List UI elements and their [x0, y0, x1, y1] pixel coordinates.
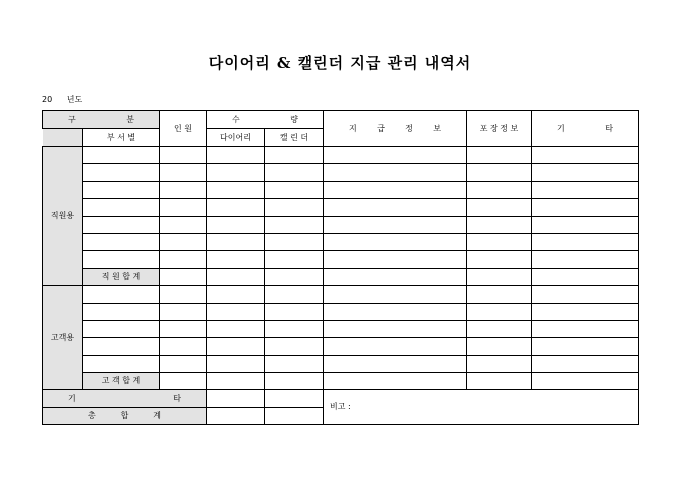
- other-cell[interactable]: [532, 199, 639, 216]
- diary-cell[interactable]: [207, 181, 265, 198]
- headcount-cell[interactable]: [160, 199, 207, 216]
- headcount-cell[interactable]: [160, 338, 207, 355]
- packaging-cell[interactable]: [467, 338, 532, 355]
- diary-cell[interactable]: [207, 286, 265, 303]
- distribution-table: [42, 110, 639, 425]
- grand-total-label: 총 합 계: [43, 407, 207, 424]
- diary-cell[interactable]: [207, 303, 265, 320]
- department-cell[interactable]: [83, 199, 160, 216]
- headcount-cell[interactable]: [160, 233, 207, 250]
- customer-subtotal-label: 고 객 합 계: [83, 373, 160, 390]
- headcount-cell[interactable]: [160, 181, 207, 198]
- footer-other-row: [43, 390, 639, 407]
- headcount-cell[interactable]: [160, 251, 207, 268]
- remarks-field[interactable]: 비고 :: [324, 390, 639, 425]
- calendar-cell[interactable]: [265, 286, 324, 303]
- payment-cell[interactable]: [324, 268, 467, 285]
- other-cell[interactable]: [532, 355, 639, 372]
- table-row: [43, 338, 639, 355]
- payment-cell[interactable]: [324, 233, 467, 250]
- employee-subtotal-label: 직 원 합 계: [83, 268, 160, 285]
- payment-cell[interactable]: [324, 164, 467, 181]
- other-cell[interactable]: [532, 164, 639, 181]
- calendar-cell[interactable]: [265, 407, 324, 424]
- department-cell[interactable]: [83, 320, 160, 337]
- year-line: [42, 94, 82, 105]
- other-cell[interactable]: [532, 251, 639, 268]
- other-cell[interactable]: [532, 216, 639, 233]
- payment-cell[interactable]: [324, 286, 467, 303]
- calendar-cell[interactable]: [265, 147, 324, 164]
- payment-cell[interactable]: [324, 147, 467, 164]
- packaging-cell[interactable]: [467, 147, 532, 164]
- header-department: 부 서 별: [83, 129, 160, 147]
- department-cell[interactable]: [83, 286, 160, 303]
- department-cell[interactable]: [83, 216, 160, 233]
- calendar-cell[interactable]: [265, 268, 324, 285]
- headcount-cell[interactable]: [160, 147, 207, 164]
- packaging-cell[interactable]: [467, 268, 532, 285]
- table-row: [43, 355, 639, 372]
- payment-cell[interactable]: [324, 251, 467, 268]
- department-cell[interactable]: [83, 251, 160, 268]
- department-cell[interactable]: [83, 303, 160, 320]
- packaging-cell[interactable]: [467, 164, 532, 181]
- headcount-cell[interactable]: [160, 286, 207, 303]
- table-row: [43, 199, 639, 216]
- other-cell[interactable]: [532, 286, 639, 303]
- diary-cell[interactable]: [207, 233, 265, 250]
- other-cell[interactable]: [532, 233, 639, 250]
- headcount-cell[interactable]: [160, 164, 207, 181]
- payment-cell[interactable]: [324, 355, 467, 372]
- department-cell[interactable]: [83, 355, 160, 372]
- calendar-cell[interactable]: [265, 355, 324, 372]
- department-cell[interactable]: [83, 164, 160, 181]
- spacer-cell: [43, 129, 83, 147]
- table-row: [43, 216, 639, 233]
- payment-cell[interactable]: [324, 338, 467, 355]
- headcount-cell[interactable]: [160, 320, 207, 337]
- packaging-cell[interactable]: [467, 355, 532, 372]
- header-headcount: 인 원: [160, 111, 207, 147]
- calendar-cell[interactable]: [265, 181, 324, 198]
- other-cell[interactable]: [532, 181, 639, 198]
- section-label-employee: 직원용: [43, 147, 83, 286]
- calendar-cell[interactable]: [265, 164, 324, 181]
- section-label-customer: 고객용: [43, 286, 83, 390]
- customer-subtotal-row: [43, 373, 639, 390]
- diary-cell[interactable]: [207, 268, 265, 285]
- footer-other-label: 기 타: [43, 390, 207, 407]
- diary-cell[interactable]: [207, 355, 265, 372]
- packaging-cell[interactable]: [467, 233, 532, 250]
- calendar-cell[interactable]: [265, 199, 324, 216]
- year-label: 년도: [66, 95, 83, 104]
- packaging-cell[interactable]: [467, 286, 532, 303]
- calendar-cell[interactable]: [265, 373, 324, 390]
- header-quantity: 수 량: [207, 111, 324, 129]
- department-cell[interactable]: [83, 338, 160, 355]
- calendar-cell[interactable]: [265, 251, 324, 268]
- headcount-cell[interactable]: [160, 355, 207, 372]
- other-cell[interactable]: [532, 373, 639, 390]
- table-row: [43, 181, 639, 198]
- packaging-cell[interactable]: [467, 199, 532, 216]
- headcount-cell[interactable]: [160, 373, 207, 390]
- table-row: [43, 286, 639, 303]
- table-row: [43, 303, 639, 320]
- packaging-cell[interactable]: [467, 181, 532, 198]
- calendar-cell[interactable]: [265, 390, 324, 407]
- other-cell[interactable]: [532, 338, 639, 355]
- header-payment-info: 지 급 정 보: [324, 111, 467, 147]
- payment-cell[interactable]: [324, 181, 467, 198]
- table-row: [43, 233, 639, 250]
- employee-subtotal-row: [43, 268, 639, 285]
- table-row: [43, 320, 639, 337]
- header-diary: 다이어리: [207, 129, 265, 147]
- document-title: 다이어리 & 캘린더 지급 관리 내역서: [208, 54, 472, 72]
- diary-cell[interactable]: [207, 164, 265, 181]
- diary-cell[interactable]: [207, 390, 265, 407]
- payment-cell[interactable]: [324, 216, 467, 233]
- headcount-cell[interactable]: [160, 216, 207, 233]
- header-row-1: [43, 111, 639, 129]
- calendar-cell[interactable]: [265, 320, 324, 337]
- packaging-cell[interactable]: [467, 373, 532, 390]
- packaging-cell[interactable]: [467, 303, 532, 320]
- other-cell[interactable]: [532, 268, 639, 285]
- payment-cell[interactable]: [324, 373, 467, 390]
- diary-cell[interactable]: [207, 373, 265, 390]
- diary-cell[interactable]: [207, 216, 265, 233]
- diary-cell[interactable]: [207, 407, 265, 424]
- headcount-cell[interactable]: [160, 268, 207, 285]
- diary-cell[interactable]: [207, 338, 265, 355]
- other-cell[interactable]: [532, 303, 639, 320]
- other-cell[interactable]: [532, 147, 639, 164]
- diary-cell[interactable]: [207, 199, 265, 216]
- headcount-cell[interactable]: [160, 303, 207, 320]
- header-category: 구 분: [43, 111, 160, 129]
- table-row: [43, 147, 639, 164]
- header-packaging-info: 포 장 정 보: [467, 111, 532, 147]
- calendar-cell[interactable]: [265, 216, 324, 233]
- payment-cell[interactable]: [324, 303, 467, 320]
- diary-cell[interactable]: [207, 147, 265, 164]
- diary-cell[interactable]: [207, 320, 265, 337]
- packaging-cell[interactable]: [467, 251, 532, 268]
- payment-cell[interactable]: [324, 199, 467, 216]
- year-prefix: 20: [42, 95, 53, 104]
- calendar-cell[interactable]: [265, 303, 324, 320]
- calendar-cell[interactable]: [265, 233, 324, 250]
- table-row: [43, 164, 639, 181]
- department-cell[interactable]: [83, 181, 160, 198]
- department-cell[interactable]: [83, 147, 160, 164]
- header-other: 기 타: [532, 111, 639, 147]
- other-cell[interactable]: [532, 320, 639, 337]
- packaging-cell[interactable]: [467, 320, 532, 337]
- diary-cell[interactable]: [207, 251, 265, 268]
- header-calendar: 캘 린 더: [265, 129, 324, 147]
- department-cell[interactable]: [83, 233, 160, 250]
- table-row: [43, 251, 639, 268]
- packaging-cell[interactable]: [467, 216, 532, 233]
- calendar-cell[interactable]: [265, 338, 324, 355]
- payment-cell[interactable]: [324, 320, 467, 337]
